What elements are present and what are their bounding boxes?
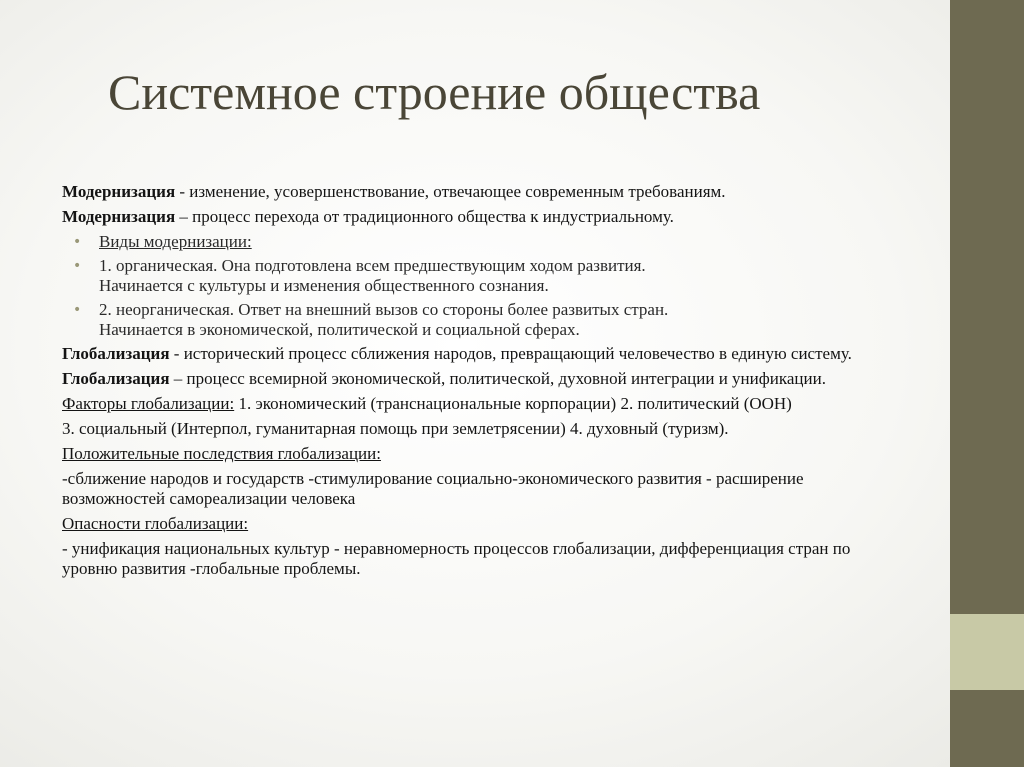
list-item-text: 1. органическая. Она подготовлена всем предшествующим ходом развития. <box>99 256 646 275</box>
paragraph-modernization-1 <box>62 182 892 202</box>
bullet-icon: • <box>73 234 82 250</box>
definition-text: – процесс перехода от традиционного общества к индустриальному. <box>175 207 674 226</box>
slide-content <box>62 182 892 584</box>
modernization-types-label: Виды модернизации: <box>99 232 252 251</box>
term-modernization: Модернизация <box>62 207 176 226</box>
paragraph-modernization-2 <box>62 207 892 227</box>
factors-label: Факторы глобализации: <box>62 394 235 413</box>
positive-effects-text: -сближение народов и государств -стимулирование социально-экономического развития - расширение возможностей самореализации человека <box>62 469 804 508</box>
list-item <box>62 300 892 340</box>
page-title: Системное строение общества <box>108 64 761 120</box>
factors-text: 3. социальный (Интерпол, гуманитарная помощь при землетрясении) 4. духовный (туризм). <box>62 419 729 438</box>
list-item-text: 2. неорганическая. Ответ на внешний вызов со стороны более развитых стран. <box>99 300 669 319</box>
bullet-icon: • <box>73 302 82 318</box>
list-item <box>62 256 892 296</box>
definition-text: - изменение, усовершенствование, отвечающее современным требованиям. <box>175 182 726 201</box>
list-item-text: Начинается с культуры и изменения общественного сознания. <box>99 276 549 295</box>
sidebar-accent-block <box>950 614 1024 690</box>
paragraph-globalization-1 <box>62 344 892 364</box>
term-globalization: Глобализация <box>62 369 170 388</box>
positive-effects-heading <box>62 444 892 464</box>
dangers-heading <box>62 514 892 534</box>
bullet-icon: • <box>73 258 82 274</box>
paragraph-globalization-2 <box>62 369 892 389</box>
definition-text: – процесс всемирной экономической, политической, духовной интеграции и унификации. <box>169 369 826 388</box>
positive-effects-label: Положительные последствия глобализации: <box>62 444 381 463</box>
list-item-text: Начинается в экономической, политической и социальной сферах. <box>99 320 580 339</box>
paragraph-factors <box>62 394 892 414</box>
dangers-text: - унификация национальных культур - неравномерность процессов глобализации, дифференциация стран по уровню развития -глобальные проблемы. <box>62 539 851 578</box>
dangers-label: Опасности глобализации: <box>62 514 249 533</box>
factors-text: 1. экономический (транснациональные корпорации) 2. политический (ООН) <box>234 394 792 413</box>
term-modernization: Модернизация <box>62 182 176 201</box>
paragraph-factors-continued <box>62 419 892 439</box>
list-item <box>62 232 892 252</box>
term-globalization: Глобализация <box>62 344 170 363</box>
definition-text: - исторический процесс сближения народов, превращающий человечество в единую систему. <box>169 344 852 363</box>
